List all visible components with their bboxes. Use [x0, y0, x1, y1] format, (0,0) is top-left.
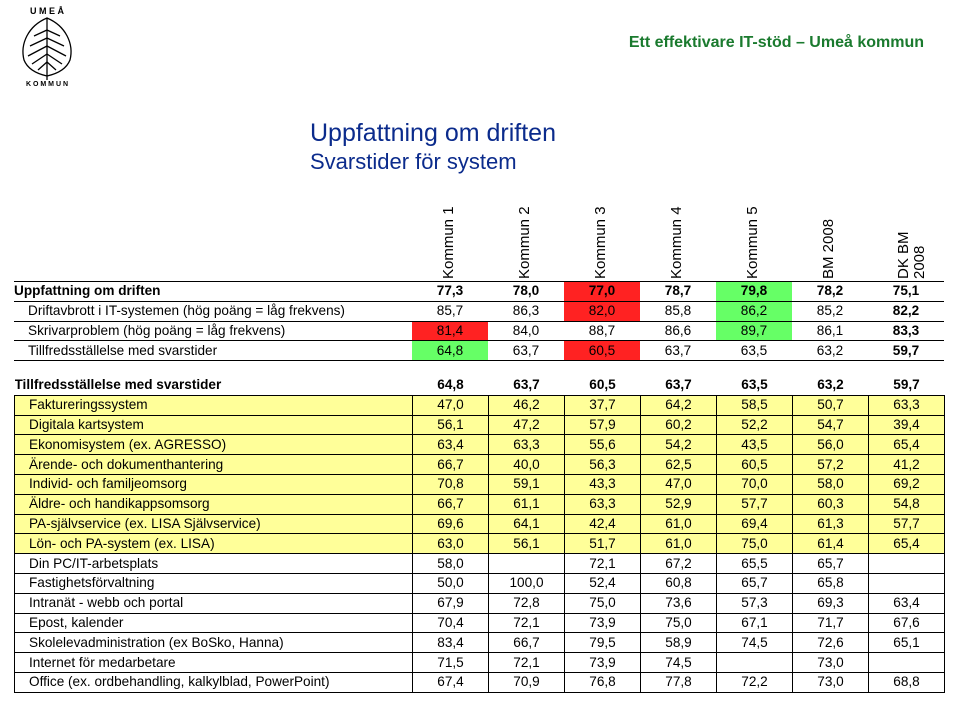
row-value: 50,0: [413, 573, 489, 593]
svg-text:U M E Å: U M E Å: [29, 6, 65, 16]
row-label: Skolelevadministration (ex BoSko, Hanna): [15, 633, 413, 653]
table-row: [14, 341, 944, 361]
row-value: 77,8: [641, 672, 717, 692]
table-row: [15, 494, 945, 514]
row-label: Ärende- och dokumenthantering: [15, 455, 413, 475]
row-value: 65,1: [869, 633, 945, 653]
row-value: 47,0: [641, 474, 717, 494]
row-value: [717, 653, 793, 673]
row-label: Intranät - webb och portal: [15, 593, 413, 613]
row-label: Office (ex. ordbehandling, kalkylblad, PowerPoint): [15, 672, 413, 692]
row-value: 64,8: [412, 341, 488, 361]
row-value: 56,3: [565, 455, 641, 475]
row-label: Faktureringssystem: [15, 395, 413, 415]
row-value: 51,7: [565, 534, 641, 554]
brand-heading: Ett effektivare IT-stöd – Umeå kommun: [628, 34, 924, 51]
column-header-5: Kommun 5: [744, 206, 761, 279]
row-label: Individ- och familjeomsorg: [15, 474, 413, 494]
row-value: 63,3: [869, 395, 945, 415]
row-label: Tillfredsställelse med svarstider: [14, 377, 222, 393]
table-row: [15, 593, 945, 613]
table-row: [15, 633, 945, 653]
row-value: 67,1: [717, 613, 793, 633]
row-label: Internet för medarbetare: [15, 653, 413, 673]
row-value: 73,0: [793, 672, 869, 692]
row-value: 58,9: [641, 633, 717, 653]
row-value: 58,0: [793, 474, 869, 494]
row-value: 42,4: [565, 514, 641, 534]
row-value: 59,7: [868, 341, 944, 361]
row-value: 65,4: [869, 534, 945, 554]
row-value: 60,3: [793, 494, 869, 514]
row-value: 56,0: [793, 435, 869, 455]
row-value: 75,0: [641, 613, 717, 633]
row-value: 63,0: [413, 534, 489, 554]
row-value: 78,2: [792, 282, 868, 302]
row-value: 75,1: [868, 282, 944, 302]
row-value: 85,2: [792, 301, 868, 321]
row-value: 43,3: [565, 474, 641, 494]
table-row: [15, 653, 945, 673]
row-value: 60,2: [641, 415, 717, 435]
row-value: 63,4: [413, 435, 489, 455]
row-value: 66,7: [413, 494, 489, 514]
row-value: 73,0: [793, 653, 869, 673]
row-value: 63,5: [741, 377, 768, 393]
table-row: [15, 415, 945, 435]
row-value: 63,7: [665, 377, 692, 393]
row-value: 61,1: [489, 494, 565, 514]
table-row: [15, 554, 945, 574]
row-value: 65,5: [717, 554, 793, 574]
table-row: [14, 282, 944, 302]
column-header-6: BM 2008: [820, 218, 837, 279]
column-header-4: Kommun 4: [668, 206, 685, 279]
row-value: 100,0: [489, 573, 565, 593]
umea-kommun-logo: [8, 4, 86, 88]
row-value: 77,0: [564, 282, 640, 302]
column-header-3: Kommun 3: [592, 206, 609, 279]
row-value: 86,1: [792, 321, 868, 341]
row-value: 64,8: [437, 377, 464, 393]
row-value: 72,8: [489, 593, 565, 613]
row-value: 72,1: [489, 613, 565, 633]
row-value: 57,7: [869, 514, 945, 534]
table-row: [15, 573, 945, 593]
row-value: [869, 573, 945, 593]
row-label: Fastighetsförvaltning: [15, 573, 413, 593]
row-value: 41,2: [869, 455, 945, 475]
row-value: 55,6: [565, 435, 641, 455]
row-value: 72,1: [489, 653, 565, 673]
row-value: 57,9: [565, 415, 641, 435]
row-value: 63,2: [792, 341, 868, 361]
row-label: Uppfattning om driften: [14, 282, 412, 302]
row-value: 63,7: [640, 341, 716, 361]
row-value: 73,9: [565, 613, 641, 633]
row-value: 65,7: [793, 554, 869, 574]
row-label: Epost, kalender: [15, 613, 413, 633]
row-value: 67,4: [413, 672, 489, 692]
row-value: 78,7: [640, 282, 716, 302]
birch-leaf-icon: [23, 18, 71, 80]
row-value: 60,5: [589, 377, 616, 393]
row-value: 39,4: [869, 415, 945, 435]
page-subtitle: Svarstider för system: [310, 149, 517, 174]
row-value: 63,7: [488, 341, 564, 361]
row-value: 61,0: [641, 534, 717, 554]
row-value: 60,8: [641, 573, 717, 593]
svg-text:K O M M U N: K O M M U N: [26, 81, 68, 88]
row-label: Ekonomisystem (ex. AGRESSO): [15, 435, 413, 455]
row-value: 50,7: [793, 395, 869, 415]
row-value: 78,0: [488, 282, 564, 302]
row-value: 60,5: [564, 341, 640, 361]
row-value: 57,2: [793, 455, 869, 475]
row-value: 64,2: [641, 395, 717, 415]
row-value: 66,7: [413, 455, 489, 475]
row-value: 56,1: [413, 415, 489, 435]
row-value: 72,2: [717, 672, 793, 692]
row-value: 66,7: [489, 633, 565, 653]
row-value: 40,0: [489, 455, 565, 475]
row-label: Digitala kartsystem: [15, 415, 413, 435]
row-value: 58,0: [413, 554, 489, 574]
row-value: 58,5: [717, 395, 793, 415]
drift-table: [14, 281, 944, 361]
row-label: Tillfredsställelse med svarstider: [14, 341, 412, 361]
row-value: 57,3: [717, 593, 793, 613]
row-value: 81,4: [412, 321, 488, 341]
row-value: 61,4: [793, 534, 869, 554]
row-value: 67,6: [869, 613, 945, 633]
row-value: 62,5: [641, 455, 717, 475]
row-value: 84,0: [488, 321, 564, 341]
row-value: 83,3: [868, 321, 944, 341]
row-value: 63,3: [489, 435, 565, 455]
row-value: 86,6: [640, 321, 716, 341]
row-value: 74,5: [717, 633, 793, 653]
row-value: 69,6: [413, 514, 489, 534]
row-value: 83,4: [413, 633, 489, 653]
row-value: [489, 554, 565, 574]
row-value: 65,4: [869, 435, 945, 455]
row-value: 71,7: [793, 613, 869, 633]
row-label: PA-självservice (ex. LISA Självservice): [15, 514, 413, 534]
row-value: 63,5: [716, 341, 792, 361]
row-value: 79,5: [565, 633, 641, 653]
row-value: 54,8: [869, 494, 945, 514]
row-value: 86,3: [488, 301, 564, 321]
row-value: 63,2: [817, 377, 844, 393]
table-row: [15, 514, 945, 534]
column-header-7: DK BM 2008: [895, 231, 928, 279]
row-value: 61,3: [793, 514, 869, 534]
table-row: [15, 395, 945, 415]
row-value: [869, 554, 945, 574]
row-value: 63,3: [565, 494, 641, 514]
row-value: 75,0: [717, 534, 793, 554]
table-row: [15, 534, 945, 554]
row-label: Din PC/IT-arbetsplats: [15, 554, 413, 574]
row-value: 69,2: [869, 474, 945, 494]
row-value: 47,0: [413, 395, 489, 415]
row-value: 89,7: [716, 321, 792, 341]
row-label: Äldre- och handikappsomsorg: [15, 494, 413, 514]
row-value: 71,5: [413, 653, 489, 673]
row-value: 88,7: [564, 321, 640, 341]
row-value: 52,9: [641, 494, 717, 514]
row-value: 75,0: [565, 593, 641, 613]
row-value: 67,2: [641, 554, 717, 574]
table-row: [15, 455, 945, 475]
row-value: 72,6: [793, 633, 869, 653]
svarstider-table: [14, 376, 945, 693]
row-value: [869, 653, 945, 673]
row-value: 59,7: [893, 377, 920, 393]
row-value: 79,8: [716, 282, 792, 302]
row-value: 72,1: [565, 554, 641, 574]
row-value: 54,2: [641, 435, 717, 455]
row-value: 56,1: [489, 534, 565, 554]
row-label: Driftavbrott i IT-systemen (hög poäng = låg frekvens): [14, 301, 412, 321]
row-value: 68,8: [869, 672, 945, 692]
row-value: 70,4: [413, 613, 489, 633]
row-value: 46,2: [489, 395, 565, 415]
row-value: 70,0: [717, 474, 793, 494]
row-value: 37,7: [565, 395, 641, 415]
row-value: 61,0: [641, 514, 717, 534]
page-title: Uppfattning om driften: [310, 119, 556, 147]
row-value: 67,9: [413, 593, 489, 613]
row-value: 47,2: [489, 415, 565, 435]
table-row: [15, 613, 945, 633]
table-row: [15, 672, 945, 692]
row-value: 86,2: [716, 301, 792, 321]
row-value: 63,7: [513, 377, 540, 393]
table-row: [15, 376, 945, 395]
row-value: 82,0: [564, 301, 640, 321]
row-value: 65,8: [793, 573, 869, 593]
row-value: 69,4: [717, 514, 793, 534]
row-value: 52,2: [717, 415, 793, 435]
table-row: [14, 301, 944, 321]
row-value: 43,5: [717, 435, 793, 455]
row-value: 60,5: [717, 455, 793, 475]
row-label: Lön- och PA-system (ex. LISA): [15, 534, 413, 554]
row-label: Skrivarproblem (hög poäng = låg frekvens): [14, 321, 412, 341]
row-value: 63,4: [869, 593, 945, 613]
row-value: 76,8: [565, 672, 641, 692]
row-value: 70,8: [413, 474, 489, 494]
row-value: 65,7: [717, 573, 793, 593]
table-row: [14, 321, 944, 341]
column-header-1: Kommun 1: [440, 206, 457, 279]
table-row: [15, 435, 945, 455]
column-header-2: Kommun 2: [516, 206, 533, 279]
row-value: 73,6: [641, 593, 717, 613]
table-row: [15, 474, 945, 494]
row-value: 54,7: [793, 415, 869, 435]
row-value: 64,1: [489, 514, 565, 534]
row-value: 74,5: [641, 653, 717, 673]
row-value: 73,9: [565, 653, 641, 673]
row-value: 70,9: [489, 672, 565, 692]
row-value: 52,4: [565, 573, 641, 593]
row-value: 57,7: [717, 494, 793, 514]
row-value: 59,1: [489, 474, 565, 494]
row-value: 85,8: [640, 301, 716, 321]
row-value: 77,3: [412, 282, 488, 302]
row-value: 85,7: [412, 301, 488, 321]
row-value: 69,3: [793, 593, 869, 613]
row-value: 82,2: [868, 301, 944, 321]
